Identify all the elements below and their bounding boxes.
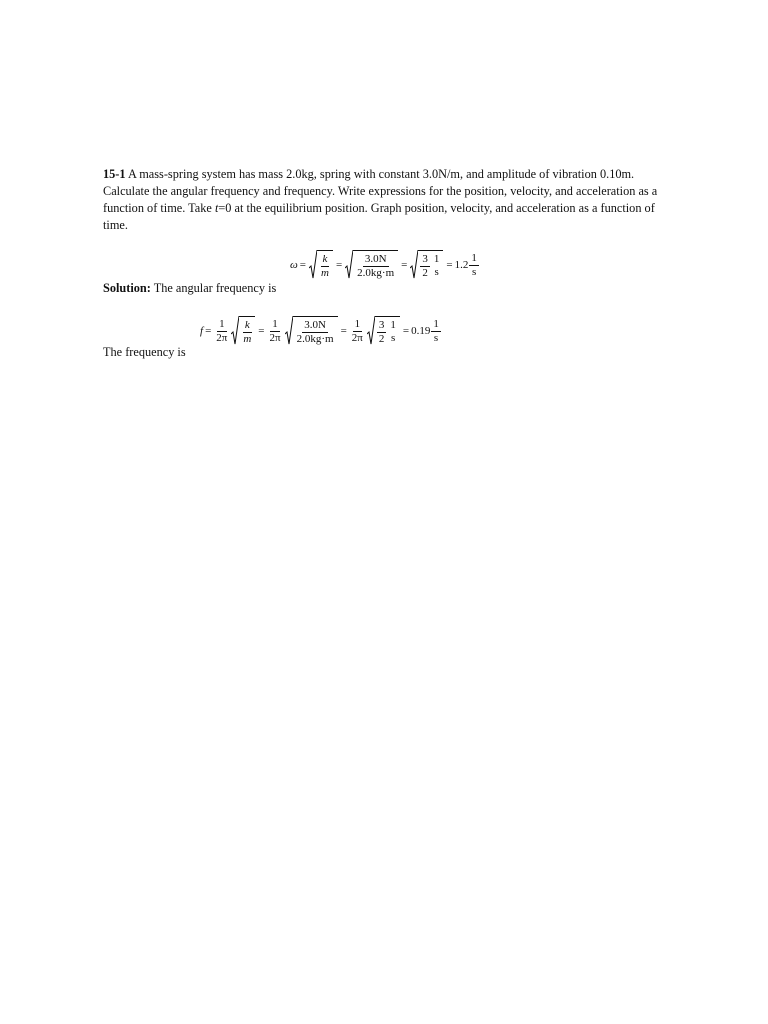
fraction-values bbox=[355, 254, 396, 279]
frequency-equation bbox=[200, 316, 442, 346]
f-symbol: f bbox=[200, 324, 204, 337]
fraction-one-over-s: 1 s bbox=[433, 253, 440, 278]
equals-sign: = bbox=[335, 258, 343, 271]
frequency-label: The frequency is bbox=[103, 345, 186, 359]
equals-sign: = bbox=[402, 324, 410, 337]
equals-sign: = bbox=[258, 324, 265, 337]
solution-label bbox=[103, 281, 276, 296]
fraction-three-halves: $\frac{3}{2}$ bbox=[422, 252, 428, 279]
equals-sign: = bbox=[340, 324, 347, 337]
denominator-mass: 2.0kg·m bbox=[357, 266, 395, 279]
fraction-one-over-two-pi: $\frac{1}{2\pi}$ bbox=[216, 317, 228, 344]
equals-sign: = bbox=[299, 258, 306, 271]
problem-number: 15-1 bbox=[103, 167, 126, 181]
radical-k-over-m: $\frac{k}{m}$ bbox=[231, 316, 255, 346]
equals-sign: = bbox=[401, 258, 408, 271]
numerator-k: k bbox=[322, 252, 328, 265]
fraction-k-m bbox=[319, 254, 331, 279]
fraction-one-over-two-pi: $\frac{1}{2\pi}$ bbox=[351, 317, 363, 344]
radical-simplified: $\frac{3}{2}$ 1 s bbox=[367, 316, 400, 346]
denominator-m: m bbox=[321, 266, 329, 279]
problem-text-part2: =0 at the equilibrium position. Graph position, velocity, and acceleration as a function of time. bbox=[103, 201, 655, 232]
solution-heading: Solution: bbox=[103, 281, 151, 295]
result-unit-fraction: $\frac{1}{s}$ bbox=[433, 317, 439, 344]
radical-values bbox=[345, 250, 398, 280]
omega-symbol: ω bbox=[290, 258, 298, 271]
omega-result: 1.2 bbox=[454, 258, 469, 271]
radical-simplified bbox=[410, 250, 443, 280]
angular-frequency-equation bbox=[290, 250, 480, 280]
numerator-force: 3.0N bbox=[364, 252, 387, 265]
equals-sign: = bbox=[446, 258, 453, 271]
time-variable: t bbox=[214, 201, 219, 215]
radical-values: $\frac{3.0N}{2.0kg\cdot m}$ bbox=[285, 316, 338, 346]
problem-text-part1: A mass-spring system has mass 2.0kg, spring with constant 3.0N/m, and amplitude of vibration 0.10m. Calculate the angular frequency and frequency. Write expressions for the position, velocity, and acceleration as a function of time. Take bbox=[103, 167, 658, 215]
radical-k-over-m bbox=[309, 250, 333, 280]
result-unit-fraction: $\frac{1}{s}$ bbox=[471, 251, 477, 278]
problem-statement bbox=[103, 166, 668, 234]
fraction-one-over-two-pi: $\frac{1}{2\pi}$ bbox=[269, 317, 281, 344]
equals-sign: = bbox=[205, 324, 212, 337]
frequency-result: 0.19 bbox=[411, 324, 431, 337]
solution-text: The angular frequency is bbox=[150, 281, 277, 295]
